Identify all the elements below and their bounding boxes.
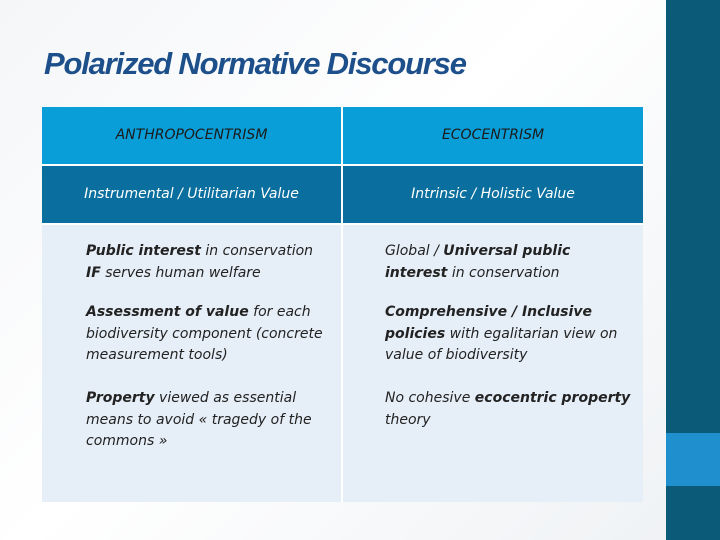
cell-text: for each biodiversity component (concrete measurement tools) xyxy=(86,304,323,363)
table-cell xyxy=(42,386,343,502)
cell-emphasis: Property xyxy=(86,390,155,406)
table-subheader-row xyxy=(42,166,643,225)
table-header-row xyxy=(42,107,643,166)
table-cell xyxy=(343,386,643,502)
sidebar-accent-block xyxy=(666,433,720,486)
cell-emphasis: Public interest xyxy=(86,243,201,259)
comparison-table xyxy=(42,107,643,500)
table-row xyxy=(42,386,643,502)
cell-text: viewed as essential means to avoid « tragedy of the commons » xyxy=(86,390,312,449)
table-body xyxy=(42,225,643,502)
cell-emphasis: Assessment of value xyxy=(86,304,249,320)
table-cell xyxy=(343,225,643,300)
cell-text: No cohesive xyxy=(385,390,475,406)
cell-emphasis: IF xyxy=(86,264,101,281)
slide-title: Polarized Normative Discourse xyxy=(44,46,466,81)
cell-text: theory xyxy=(385,411,431,428)
header-anthropocentrism: ANTHROPOCENTRISM xyxy=(42,107,343,164)
cell-emphasis: ecocentric property xyxy=(474,390,631,406)
cell-text: in conservation xyxy=(200,243,314,259)
table-cell xyxy=(42,300,343,386)
cell-text: serves human welfare xyxy=(100,264,261,281)
subheader-instrumental-value: Instrumental / Utilitarian Value xyxy=(42,166,343,223)
table-cell xyxy=(42,225,343,300)
table-row xyxy=(42,225,643,300)
table-cell xyxy=(343,300,643,386)
subheader-intrinsic-value: Intrinsic / Holistic Value xyxy=(411,185,575,202)
cell-emphasis: Comprehensive / Inclusive policies xyxy=(385,304,592,342)
cell-text: in conservation xyxy=(447,264,560,281)
header-ecocentrism: ECOCENTRISM xyxy=(441,126,545,143)
table-row xyxy=(42,300,643,386)
cell-emphasis: Universal public interest xyxy=(385,243,571,281)
cell-text: with egalitarian view on value of biodiversity xyxy=(385,325,618,363)
cell-text: Global / xyxy=(385,243,444,259)
